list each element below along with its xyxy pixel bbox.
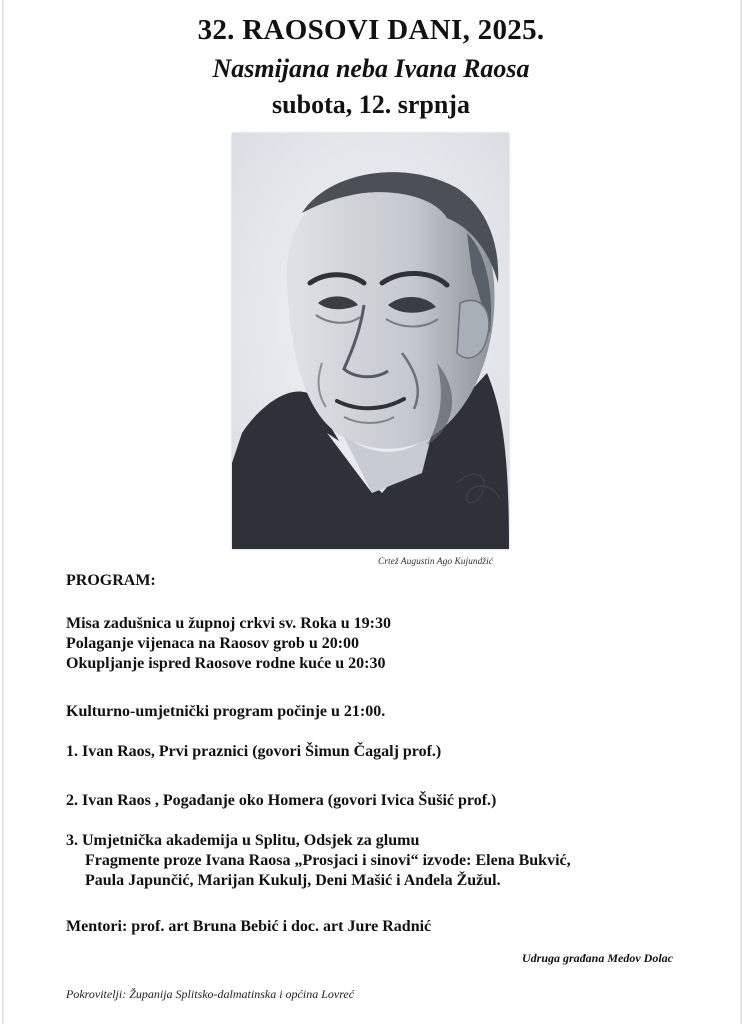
schedule-list — [66, 614, 726, 674]
schedule-item-mass: Misa zadušnica u župnoj crkvi sv. Roka u 19:30 — [66, 615, 391, 632]
program-heading: PROGRAM: — [66, 572, 156, 589]
schedule-item-gathering: Okupljanje ispred Raosove rodne kuće u 20:30 — [66, 655, 386, 672]
program-item-2: 2. Ivan Raos , Pogađanje oko Homera (govori Ivica Šušić prof.) — [66, 792, 497, 809]
event-subtitle: Nasmijana neba Ivana Raosa — [212, 54, 530, 83]
sponsors: Pokrovitelji: Županija Splitsko-dalmatinska i općina Lovreć — [66, 987, 355, 1001]
event-date: subota, 12. srpnja — [272, 90, 470, 119]
schedule-item-wreaths: Polaganje vijenaca na Raosov grob u 20:00 — [66, 635, 360, 652]
program-item-3-line3: Paula Japunčić, Marijan Kukulj, Deni Mašić i Anđela Žužul. — [85, 872, 501, 889]
program-item-3-line2: Fragmente proze Ivana Raosa „Prosjaci i sinovi“ izvode: Elena Bukvić, — [85, 852, 571, 869]
culture-program-start: Kulturno-umjetnički program počinje u 21:00. — [66, 703, 386, 720]
program-item-1: 1. Ivan Raos, Prvi praznici (govori Šimun Čagalj prof.) — [66, 743, 442, 760]
page-edge-left — [2, 0, 4, 1024]
portrait-sketch-image — [232, 133, 509, 549]
program-item-3 — [66, 831, 726, 891]
event-title: 32. RAOSOVI DANI, 2025. — [197, 14, 545, 46]
portrait-caption: Crtež Augustin Ago Kujundžić — [378, 557, 493, 567]
mentors-line: Mentori: prof. art Bruna Bebić i doc. art Jure Radnić — [66, 918, 432, 935]
program-item-3-line1: 3. Umjetnička akademija u Splitu, Odsjek za glumu — [66, 832, 420, 849]
organizer: Udruga građana Medov Dolac — [521, 951, 673, 965]
portrait-drawing — [232, 133, 509, 549]
